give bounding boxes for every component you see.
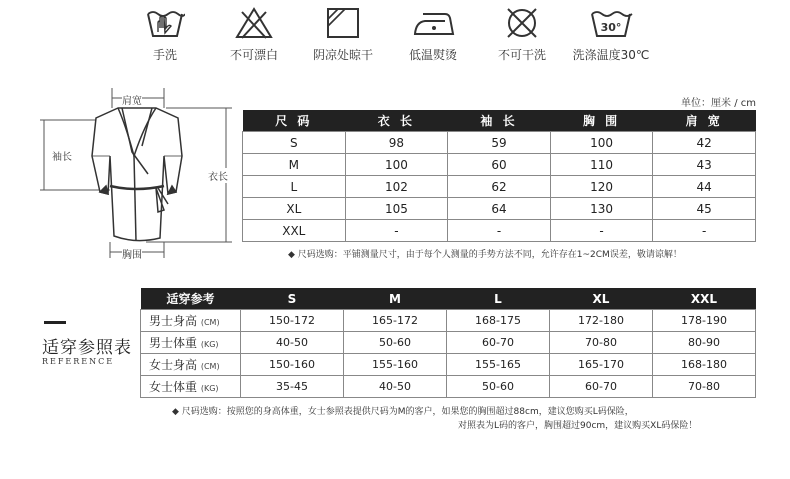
table-cell: 60-70: [550, 376, 653, 398]
table-cell: 50-60: [447, 376, 550, 398]
row-label-unit: (CM): [200, 362, 220, 371]
row-label-text: 女士体重: [149, 380, 198, 394]
table-cell: 178-190: [653, 310, 756, 332]
col-shoulder: 肩 宽: [653, 110, 756, 132]
size-table-header: [243, 110, 756, 132]
care-hand-wash: [120, 6, 210, 63]
row-label-text: 男士身高: [149, 314, 198, 328]
reference-table-header: [141, 288, 756, 310]
table-cell: M: [243, 154, 346, 176]
table-cell: 70-80: [653, 376, 756, 398]
table-cell: 110: [550, 154, 653, 176]
wash-temp-text: 30°: [600, 21, 622, 34]
care-label: 低温熨烫: [408, 48, 457, 62]
table-cell: 168-180: [653, 354, 756, 376]
row-label: [141, 376, 241, 398]
table-cell: 100: [345, 154, 448, 176]
care-label: 阴凉处晾干: [312, 48, 373, 62]
table-cell: L: [243, 176, 346, 198]
table-cell: 172-180: [550, 310, 653, 332]
table-cell: 42: [653, 132, 756, 154]
sleeve-label: 袖长: [52, 148, 72, 163]
table-row: [141, 376, 756, 398]
table-cell: 165-172: [344, 310, 447, 332]
table-row: [243, 220, 756, 242]
shade-dry-icon: [323, 6, 363, 40]
no-dry-clean-icon: [502, 6, 542, 40]
row-label-text: 女士身高: [149, 358, 198, 372]
chest-label: 胸围: [122, 246, 142, 261]
size-note: ◆ 尺码选购：平铺测量尺寸，由于每个人测量的手势方法不同，允许存在1~2CM误差，敬请谅解！: [288, 250, 682, 260]
col-sleeve: 袖 长: [448, 110, 551, 132]
care-no-dry-clean: [477, 6, 567, 63]
reference-subtitle: REFERENCE: [42, 357, 115, 366]
table-cell: 40-50: [241, 332, 344, 354]
table-cell: 64: [448, 198, 551, 220]
col-chest: 胸 围: [550, 110, 653, 132]
reference-note-line-2: 对照表为L码的客户，胸围超过90cm，建议购买XL码保险！: [458, 421, 698, 431]
table-cell: 50-60: [344, 332, 447, 354]
reference-title: 适穿参照表: [42, 338, 132, 358]
table-cell: 98: [345, 132, 448, 154]
col-size: 尺 码: [243, 110, 346, 132]
table-row: [141, 310, 756, 332]
wash-30-icon: [589, 6, 633, 40]
table-row: [243, 154, 756, 176]
col-xl: XL: [550, 288, 653, 310]
table-cell: 130: [550, 198, 653, 220]
table-cell: -: [345, 220, 448, 242]
table-cell: 60-70: [447, 332, 550, 354]
table-cell: 60: [448, 154, 551, 176]
care-wash-30: [566, 6, 656, 63]
table-cell: 62: [448, 176, 551, 198]
hand-wash-icon: [145, 6, 185, 40]
table-cell: -: [550, 220, 653, 242]
care-instructions: [120, 6, 680, 70]
table-cell: XL: [243, 198, 346, 220]
row-label-unit: (CM): [200, 318, 220, 327]
reference-note-line-1: ◆ 尺码选购：按照您的身高体重，女士参照表提供尺码为M的客户，如果您的胸围超过88cm，建议您购买L码保险，: [172, 407, 634, 417]
robe-diagram: [36, 86, 246, 262]
table-cell: 168-175: [447, 310, 550, 332]
table-cell: 40-50: [344, 376, 447, 398]
row-label-text: 男士体重: [149, 336, 198, 350]
row-label-unit: (KG): [200, 384, 219, 393]
care-low-iron: [388, 6, 478, 63]
table-cell: 100: [550, 132, 653, 154]
table-cell: 150-172: [241, 310, 344, 332]
table-cell: -: [653, 220, 756, 242]
shoulder-label: 肩宽: [122, 92, 142, 107]
table-cell: 70-80: [550, 332, 653, 354]
care-label: 不可干洗: [497, 48, 546, 62]
col-l: L: [447, 288, 550, 310]
table-cell: 35-45: [241, 376, 344, 398]
table-cell: 43: [653, 154, 756, 176]
size-table: [242, 110, 756, 242]
col-reference: 适穿参考: [141, 288, 241, 310]
table-cell: 59: [448, 132, 551, 154]
table-cell: -: [448, 220, 551, 242]
table-row: [141, 332, 756, 354]
care-label: 不可漂白: [229, 48, 278, 62]
col-xxl: XXL: [653, 288, 756, 310]
table-cell: 120: [550, 176, 653, 198]
row-label: [141, 354, 241, 376]
col-s: S: [241, 288, 344, 310]
col-length: 衣 长: [345, 110, 448, 132]
row-label-unit: (KG): [200, 340, 219, 349]
care-label: 手洗: [152, 48, 177, 62]
reference-title-bar: [44, 321, 66, 324]
reference-table: [140, 288, 756, 398]
care-label: 洗涤温度30℃: [572, 48, 650, 62]
no-bleach-icon: [234, 6, 274, 40]
table-cell: S: [243, 132, 346, 154]
table-row: [243, 176, 756, 198]
row-label: [141, 310, 241, 332]
table-row: [141, 354, 756, 376]
table-cell: 155-160: [344, 354, 447, 376]
table-cell: 80-90: [653, 332, 756, 354]
row-label: [141, 332, 241, 354]
care-shade-dry: [298, 6, 388, 63]
table-cell: 105: [345, 198, 448, 220]
table-cell: 102: [345, 176, 448, 198]
table-cell: 45: [653, 198, 756, 220]
table-row: [243, 198, 756, 220]
col-m: M: [344, 288, 447, 310]
length-label: 衣长: [208, 168, 228, 183]
table-cell: XXL: [243, 220, 346, 242]
table-row: [243, 132, 756, 154]
unit-label: 单位：厘米 / cm: [681, 98, 756, 109]
care-no-bleach: [209, 6, 299, 63]
table-cell: 165-170: [550, 354, 653, 376]
table-cell: 44: [653, 176, 756, 198]
table-cell: 155-165: [447, 354, 550, 376]
table-cell: 150-160: [241, 354, 344, 376]
low-iron-icon: [411, 6, 455, 40]
